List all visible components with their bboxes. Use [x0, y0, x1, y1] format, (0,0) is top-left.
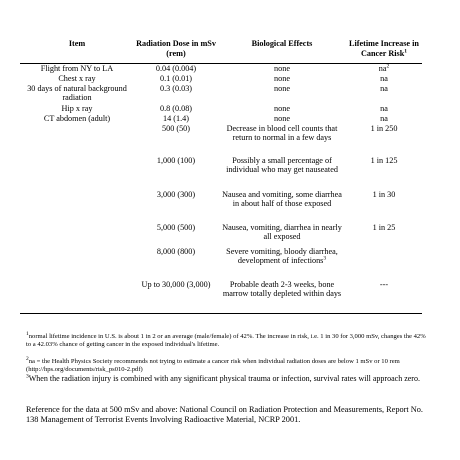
- table-row: [20, 156, 422, 190]
- cell-risk: ---: [379, 279, 389, 289]
- cell-effects: Possibly a small percentage of individual who may get nauseated: [226, 155, 338, 175]
- footnote-1: $^1$normal lifetime incidence in U.S. is about 1 in 2 or an average (male/female) of 42%. The increase in risk, i.e. 1 in 30 for 3,000 mSv, changes the 42% to a 42.03% chance of getting cancer in the exposed individual's lifetime.: [26, 330, 426, 349]
- cell-item: [20, 247, 134, 280]
- cell-item: [20, 156, 134, 190]
- cell-effects: none: [274, 73, 290, 83]
- cell-risk: 1 in 25: [372, 222, 396, 232]
- cell-risk: na: [380, 113, 388, 123]
- cell-risk: 1 in 250: [370, 123, 398, 133]
- cell-risk: na: [380, 103, 388, 113]
- cell-item: [20, 223, 134, 247]
- table-header-row: [20, 39, 422, 59]
- cell-risk: 1 in 30: [372, 189, 396, 199]
- cell-item: Chest x ray: [58, 73, 96, 83]
- table-row: [20, 124, 422, 156]
- table-row: [20, 247, 422, 280]
- radiation-dose-table: [20, 39, 422, 314]
- table-row: [20, 280, 422, 314]
- cell-effects: Decrease in blood cell counts that return to normal in a few days: [226, 123, 338, 143]
- cell-dose: 0.3 (0.03): [159, 83, 193, 93]
- cell-dose: 8,000 (800): [156, 246, 196, 256]
- cell-item: Hip x ray: [61, 103, 93, 113]
- cell-effects: Probable death 2-3 weeks, bone marrow totally depleted within days: [222, 279, 342, 299]
- cell-item: [20, 190, 134, 223]
- table-row: [20, 84, 422, 104]
- table-row: [20, 64, 422, 74]
- cell-risk: na: [380, 73, 388, 83]
- cell-item: Flight from NY to LA: [40, 64, 114, 73]
- cell-risk: 1 in 125: [370, 155, 398, 165]
- cell-item: CT abdomen (adult): [43, 113, 111, 123]
- cell-dose: 0.04 (0.004): [155, 64, 197, 73]
- cell-dose: 1,000 (100): [156, 155, 196, 165]
- header-risk: Lifetime Increase in Cancer Risk$^1$: [349, 39, 419, 58]
- cell-item: [20, 124, 134, 156]
- cell-dose: Up to 30,000 (3,000): [141, 279, 211, 289]
- cell-risk: na: [380, 83, 388, 93]
- footnote-2: $^2$na = the Health Physics Society recommends not trying to estimate a cancer risk when individual radiation doses are below 1 mSv or 10 rem (http://hps.org/documents/risk_ps010-2.pdf): [26, 355, 400, 374]
- cell-effects: none: [274, 83, 290, 93]
- footer-rule: [20, 314, 422, 315]
- cell-risk: $na^2$: [378, 63, 390, 73]
- table-row: [20, 74, 422, 84]
- cell-effects: none: [274, 64, 290, 73]
- header-item: Item: [68, 39, 86, 48]
- cell-effects: none: [274, 113, 290, 123]
- header-dose: Radiation Dose in mSv (rem): [136, 39, 216, 58]
- cell-dose: 500 (50): [162, 123, 190, 133]
- table-row: [20, 114, 422, 124]
- cell-effects: none: [274, 103, 290, 113]
- table-row: [20, 104, 422, 114]
- cell-risk: [346, 247, 422, 280]
- table-row: [20, 190, 422, 223]
- cell-dose: 0.1 (0.01): [159, 73, 193, 83]
- cell-dose: 0.8 (0.08): [159, 103, 193, 113]
- footnote-3: $^3$When the radiation injury is combined with any significant physical trauma or infection, survival rates will approach zero.: [26, 373, 420, 383]
- cell-dose: 3,000 (300): [156, 189, 196, 199]
- header-effects: Biological Effects: [251, 39, 313, 48]
- cell-effects: Nausea, vomiting, diarrhea in nearly all exposed: [222, 222, 342, 242]
- cell-dose: 14 (1.4): [163, 113, 189, 123]
- reference-paragraph: Reference for the data at 500 mSv and above: National Council on Radiation Protection and Measurements, Report No. 138 Management of Terrorist Events Involving Radioactive Material, NCRP 2001.: [26, 405, 423, 425]
- cell-effects: Nausea and vomiting, some diarrhea in about half of those exposed: [222, 189, 342, 209]
- cell-dose: 5,000 (500): [156, 222, 196, 232]
- table-row: [20, 223, 422, 247]
- cell-effects: Severe vomiting, bloody diarrhea, development of infections$^3$: [226, 246, 338, 266]
- cell-item: [20, 280, 134, 314]
- cell-item: 30 days of natural background radiation: [27, 83, 127, 103]
